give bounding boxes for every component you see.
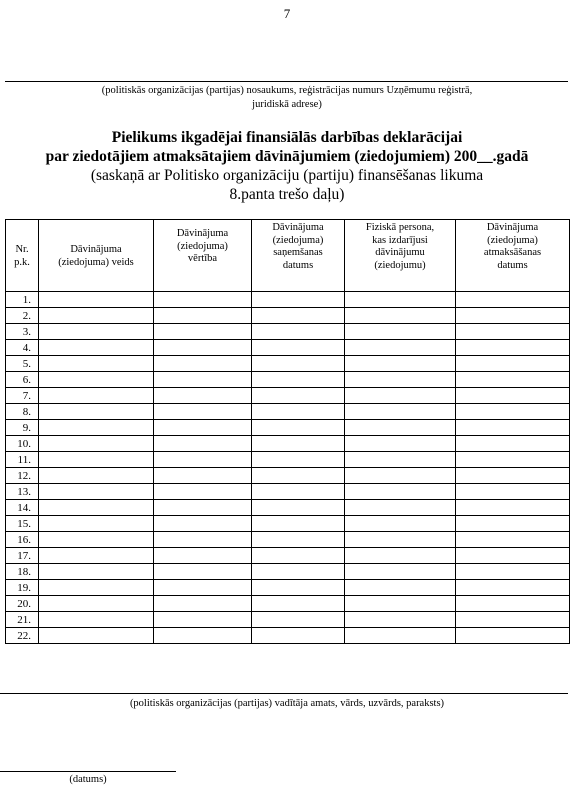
subtitle-line: (saskaņā ar Politisko organizāciju (partiju) finansēšanas likuma (90, 167, 484, 184)
row-number: 16. (6, 532, 39, 548)
cell-donation-value[interactable] (154, 452, 252, 468)
row-number: 9. (6, 420, 39, 436)
cell-repayment-date[interactable] (456, 516, 570, 532)
header-line: (ziedojuma) veids (58, 256, 134, 268)
row-number: 8. (6, 404, 39, 420)
cell-donor-person[interactable] (345, 580, 456, 596)
header-line: dāvinājumu (375, 247, 425, 258)
date-line (0, 771, 176, 772)
cell-donor-person[interactable] (345, 516, 456, 532)
table-row (6, 612, 570, 628)
cell-donor-person[interactable] (345, 292, 456, 308)
cell-repayment-date[interactable] (456, 500, 570, 516)
row-number: 11. (6, 452, 39, 468)
cell-donation-type[interactable] (39, 324, 154, 340)
cell-donation-value[interactable] (154, 420, 252, 436)
row-number: 15. (6, 516, 39, 532)
leader-signature-line (0, 693, 568, 694)
cell-repayment-date[interactable] (456, 564, 570, 580)
table-row (6, 516, 570, 532)
cell-donor-person[interactable] (345, 404, 456, 420)
cell-receipt-date[interactable] (252, 612, 345, 628)
cell-receipt-date[interactable] (252, 500, 345, 516)
cell-repayment-date[interactable] (456, 612, 570, 628)
cell-donation-type[interactable] (39, 356, 154, 372)
cell-donation-type[interactable] (39, 564, 154, 580)
row-number: 20. (6, 596, 39, 612)
cell-repayment-date[interactable] (456, 356, 570, 372)
cell-donation-value[interactable] (154, 404, 252, 420)
table-header-row (6, 220, 570, 292)
cell-donation-type[interactable] (39, 516, 154, 532)
row-number: 14. (6, 500, 39, 516)
cell-donor-person[interactable] (345, 308, 456, 324)
leader-caption: (politiskās organizācijas (partijas) vadītāja amats, vārds, uzvārds, paraksts) (129, 698, 445, 709)
row-number: 12. (6, 468, 39, 484)
table-row (6, 324, 570, 340)
cell-receipt-date[interactable] (252, 404, 345, 420)
header-nr (6, 220, 39, 292)
table-row (6, 356, 570, 372)
cell-repayment-date[interactable] (456, 628, 570, 644)
cell-donation-value[interactable] (154, 580, 252, 596)
cell-donor-person[interactable] (345, 548, 456, 564)
table-row (6, 548, 570, 564)
cell-donation-type[interactable] (39, 532, 154, 548)
header-line: Nr. (15, 244, 29, 255)
cell-donation-type[interactable] (39, 292, 154, 308)
cell-donor-person[interactable] (345, 324, 456, 340)
cell-donation-type[interactable] (39, 484, 154, 500)
cell-donation-value[interactable] (154, 308, 252, 324)
cell-receipt-date[interactable] (252, 516, 345, 532)
table-row (6, 468, 570, 484)
row-number: 21. (6, 612, 39, 628)
row-number: 1. (6, 292, 39, 308)
cell-repayment-date[interactable] (456, 292, 570, 308)
header-line: (ziedojuma) (272, 234, 324, 246)
cell-donation-type[interactable] (39, 548, 154, 564)
cell-receipt-date[interactable] (252, 532, 345, 548)
cell-repayment-date[interactable] (456, 324, 570, 340)
table-row (6, 452, 570, 468)
cell-receipt-date[interactable] (252, 548, 345, 564)
row-number: 22. (6, 628, 39, 644)
row-number: 7. (6, 388, 39, 404)
header-line: kas izdarījusi (372, 234, 428, 246)
cell-donor-person[interactable] (345, 564, 456, 580)
title-line: Pielikums ikgadējai finansiālās darbības deklarācijai (111, 129, 463, 146)
table-body (6, 292, 570, 644)
cell-donation-value[interactable] (154, 548, 252, 564)
cell-repayment-date[interactable] (456, 532, 570, 548)
cell-donation-type[interactable] (39, 596, 154, 612)
header-line: (ziedojuma) (177, 240, 228, 252)
table-row (6, 580, 570, 596)
table-row (6, 404, 570, 420)
header-line: Dāvinājuma (272, 222, 324, 233)
cell-repayment-date[interactable] (456, 596, 570, 612)
table-row (6, 484, 570, 500)
cell-donation-value[interactable] (154, 468, 252, 484)
cell-donation-value[interactable] (154, 436, 252, 452)
cell-donation-value[interactable] (154, 324, 252, 340)
row-number: 10. (6, 436, 39, 452)
date-caption: (datums) (69, 774, 107, 785)
cell-donation-value[interactable] (154, 628, 252, 644)
cell-receipt-date[interactable] (252, 420, 345, 436)
table-row (6, 420, 570, 436)
cell-donation-type[interactable] (39, 612, 154, 628)
header-donation-type (39, 220, 154, 292)
organization-caption-line: (politiskās organizācijas (partijas) nosaukums, reģistrācijas numurs Uzņēmumu reģistrā, (101, 85, 473, 96)
cell-donor-person[interactable] (345, 340, 456, 356)
row-number: 19. (6, 580, 39, 596)
header-line: (ziedojumu) (374, 259, 426, 271)
cell-receipt-date[interactable] (252, 388, 345, 404)
cell-repayment-date[interactable] (456, 388, 570, 404)
cell-receipt-date[interactable] (252, 356, 345, 372)
cell-donation-type[interactable] (39, 420, 154, 436)
title-line: par ziedotājiem atmaksātajiem dāvinājumiem (ziedojumiem) 200__.gadā (45, 148, 529, 165)
cell-repayment-date[interactable] (456, 484, 570, 500)
cell-repayment-date[interactable] (456, 420, 570, 436)
cell-repayment-date[interactable] (456, 548, 570, 564)
cell-donor-person[interactable] (345, 612, 456, 628)
row-number: 17. (6, 548, 39, 564)
cell-donor-person[interactable] (345, 484, 456, 500)
cell-donor-person[interactable] (345, 420, 456, 436)
table-row (6, 564, 570, 580)
row-number: 5. (6, 356, 39, 372)
cell-receipt-date[interactable] (252, 596, 345, 612)
subtitle-line: 8.panta trešo daļu) (229, 186, 345, 203)
cell-receipt-date[interactable] (252, 324, 345, 340)
cell-repayment-date[interactable] (456, 452, 570, 468)
table-row (6, 500, 570, 516)
table-row (6, 340, 570, 356)
header-line: Fiziskā persona, (365, 222, 435, 233)
cell-repayment-date[interactable] (456, 340, 570, 356)
organization-caption (0, 84, 574, 112)
cell-donation-type[interactable] (39, 468, 154, 484)
cell-donor-person[interactable] (345, 596, 456, 612)
cell-receipt-date[interactable] (252, 308, 345, 324)
cell-donation-value[interactable] (154, 292, 252, 308)
table-row (6, 372, 570, 388)
cell-receipt-date[interactable] (252, 628, 345, 644)
cell-receipt-date[interactable] (252, 564, 345, 580)
header-receipt-date (252, 220, 345, 292)
cell-repayment-date[interactable] (456, 372, 570, 388)
cell-donation-type[interactable] (39, 308, 154, 324)
cell-receipt-date[interactable] (252, 468, 345, 484)
document-title (0, 128, 574, 204)
cell-receipt-date[interactable] (252, 340, 345, 356)
cell-repayment-date[interactable] (456, 468, 570, 484)
header-line: datums (497, 259, 528, 271)
cell-receipt-date[interactable] (252, 372, 345, 388)
cell-donation-value[interactable] (154, 596, 252, 612)
cell-donor-person[interactable] (345, 468, 456, 484)
header-donor-person (345, 220, 456, 292)
cell-donation-type[interactable] (39, 340, 154, 356)
table-row (6, 308, 570, 324)
cell-repayment-date[interactable] (456, 404, 570, 420)
table-row (6, 436, 570, 452)
header-line: vērtība (187, 253, 218, 264)
table-row (6, 596, 570, 612)
header-line: Dāvinājuma (176, 228, 229, 239)
header-repayment-date (456, 220, 570, 292)
cell-donation-value[interactable] (154, 372, 252, 388)
row-number: 18. (6, 564, 39, 580)
row-number: 2. (6, 308, 39, 324)
cell-donation-type[interactable] (39, 628, 154, 644)
header-line: Dāvinājuma (486, 222, 539, 233)
cell-donation-value[interactable] (154, 356, 252, 372)
row-number: 6. (6, 372, 39, 388)
header-donation-value (154, 220, 252, 292)
organization-line (5, 81, 568, 82)
cell-donation-type[interactable] (39, 500, 154, 516)
cell-receipt-date[interactable] (252, 436, 345, 452)
cell-donation-value[interactable] (154, 388, 252, 404)
header-line: (ziedojuma) (487, 234, 538, 246)
cell-receipt-date[interactable] (252, 484, 345, 500)
cell-donation-type[interactable] (39, 452, 154, 468)
cell-donation-type[interactable] (39, 388, 154, 404)
cell-donation-value[interactable] (154, 516, 252, 532)
header-line: p.k. (14, 256, 30, 268)
table-row (6, 532, 570, 548)
cell-donation-value[interactable] (154, 500, 252, 516)
cell-donor-person[interactable] (345, 372, 456, 388)
cell-donor-person[interactable] (345, 356, 456, 372)
cell-donation-type[interactable] (39, 404, 154, 420)
cell-repayment-date[interactable] (456, 308, 570, 324)
row-number: 13. (6, 484, 39, 500)
header-line: Dāvinājuma (70, 244, 122, 255)
cell-donor-person[interactable] (345, 628, 456, 644)
organization-caption-line: juridiskā adrese) (252, 99, 322, 110)
header-line: datums (282, 259, 314, 271)
cell-receipt-date[interactable] (252, 292, 345, 308)
cell-donation-type[interactable] (39, 436, 154, 452)
cell-donor-person[interactable] (345, 436, 456, 452)
page-number: 7 (283, 6, 291, 21)
cell-donation-type[interactable] (39, 372, 154, 388)
cell-donation-value[interactable] (154, 340, 252, 356)
cell-receipt-date[interactable] (252, 452, 345, 468)
row-number: 3. (6, 324, 39, 340)
cell-donation-type[interactable] (39, 580, 154, 596)
cell-donor-person[interactable] (345, 452, 456, 468)
cell-receipt-date[interactable] (252, 580, 345, 596)
cell-donor-person[interactable] (345, 500, 456, 516)
cell-donation-value[interactable] (154, 484, 252, 500)
cell-donor-person[interactable] (345, 532, 456, 548)
header-line: atmaksāšanas (483, 247, 542, 258)
table-row (6, 292, 570, 308)
donations-table (5, 219, 570, 644)
cell-donation-value[interactable] (154, 564, 252, 580)
header-line: saņemšanas (273, 247, 323, 258)
row-number: 4. (6, 340, 39, 356)
table-row (6, 628, 570, 644)
table-row (6, 388, 570, 404)
cell-repayment-date[interactable] (456, 436, 570, 452)
cell-repayment-date[interactable] (456, 580, 570, 596)
cell-donation-value[interactable] (154, 532, 252, 548)
cell-donation-value[interactable] (154, 612, 252, 628)
cell-donor-person[interactable] (345, 388, 456, 404)
